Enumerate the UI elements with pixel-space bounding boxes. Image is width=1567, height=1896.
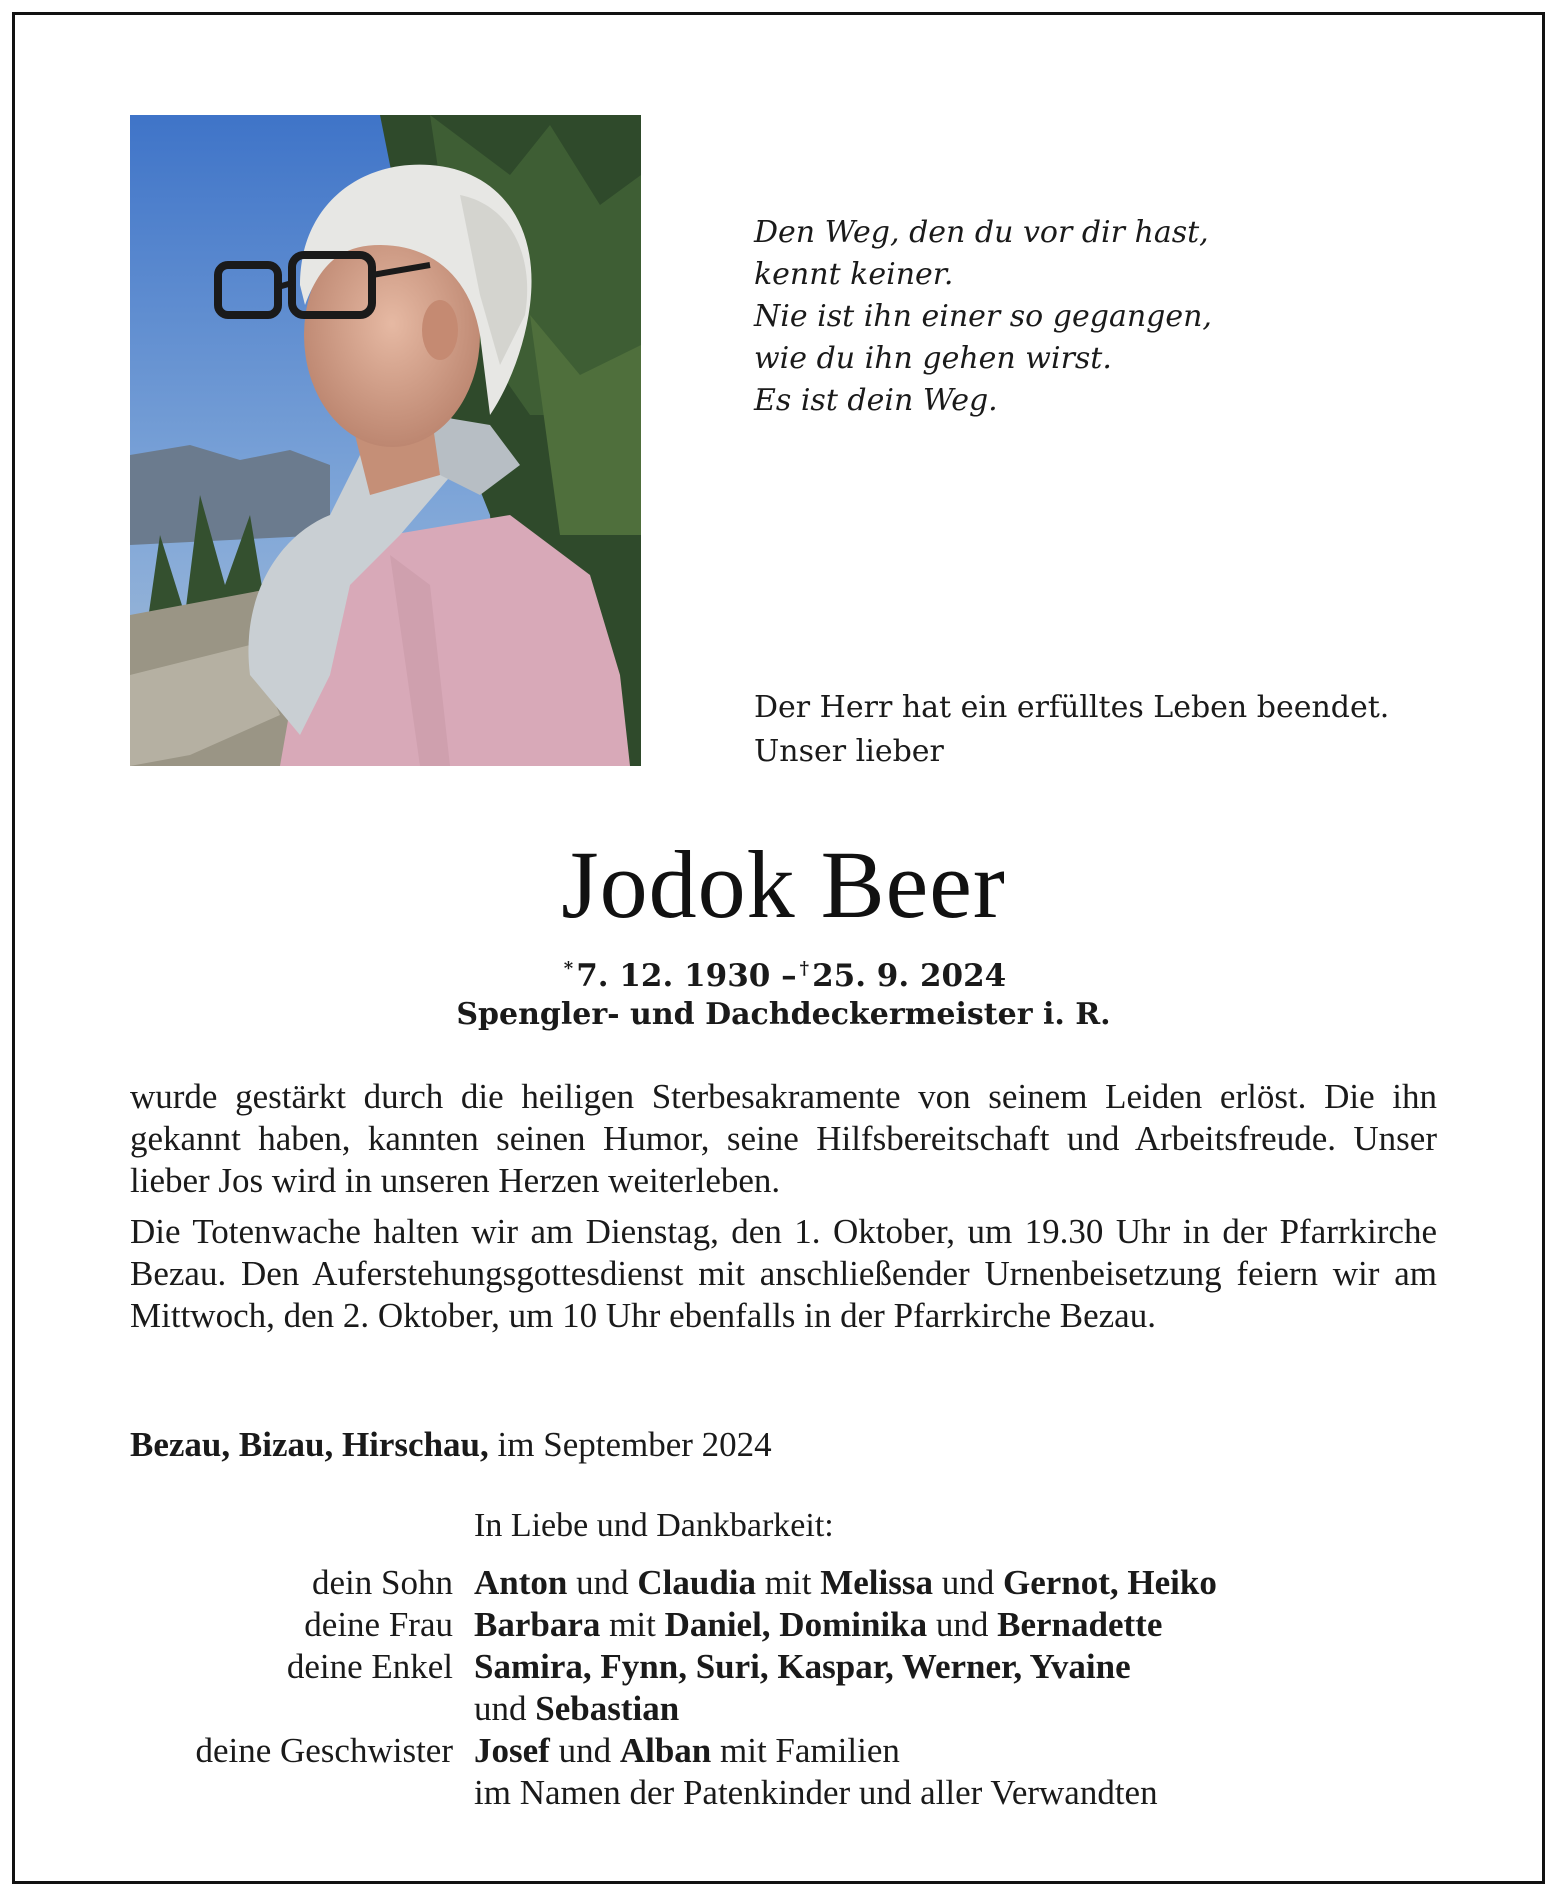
family-names (474, 1646, 1131, 1688)
family-relation: deine Geschwister (195, 1731, 453, 1770)
family-connector-text: und (474, 1689, 536, 1728)
family-connector-text: im Namen der Patenkinder und aller Verwandten (474, 1773, 1158, 1812)
family-names (474, 1604, 1162, 1646)
paragraph-funeral-details: Die Totenwache halten wir am Dienstag, den 1. Oktober, um 19.30 Uhr in der Pfarrkirche Bezau. Den Auferstehungsgottesdienst mit anschließender Urnenbeisetzung feiern wir am Mittwoch, den 2. Oktober, um 10 Uhr ebenfalls in der Pfarrkirche Bezau. (130, 1212, 1437, 1335)
poem-line: Nie ist ihn einer so gegangen, (754, 299, 1212, 334)
family-connector-text: mit (756, 1563, 821, 1602)
family-row (0, 1772, 1567, 1814)
poem-line: kennt keiner. (754, 257, 954, 292)
family-names (474, 1562, 1217, 1604)
poem-line: wie du ihn gehen wirst. (754, 341, 1112, 376)
family-connector-text: mit Familien (711, 1731, 900, 1770)
family-row (0, 1730, 1567, 1772)
death-symbol: † (799, 958, 810, 979)
family-relation: deine Enkel (286, 1647, 453, 1686)
family-member-name: Sebastian (535, 1689, 680, 1728)
profession: Spengler- und Dachdeckermeister i. R. (456, 997, 1111, 1032)
family-relation: deine Frau (304, 1605, 453, 1644)
family-connector-text: und (932, 1563, 1003, 1602)
poem-line: Den Weg, den du vor dir hast, (754, 215, 1209, 250)
family-connector-text: und (549, 1731, 620, 1770)
life-dates (0, 948, 1567, 997)
portrait-photo (130, 115, 641, 766)
paragraph-passing: wurde gestärkt durch die heiligen Sterbesakramente von seinem Leiden erlöst. Die ihn gekannt haben, kannten seinen Humor, seine Hilfsbereitschaft und Arbeitsfreude. Unser lieber Jos wird in unseren Herzen weiterleben. (130, 1077, 1437, 1200)
family-member-name: Barbara (474, 1605, 601, 1644)
family-connector-text: und (927, 1605, 998, 1644)
family-connector-text: mit (600, 1605, 665, 1644)
deceased-name: Jodok Beer (561, 831, 1006, 938)
thanks-line: In Liebe und Dankbarkeit: (474, 1507, 834, 1544)
intro-text (754, 686, 1389, 774)
portrait-image (130, 115, 641, 766)
poem-line: Es ist dein Weg. (754, 383, 998, 418)
family-names (474, 1772, 1158, 1814)
intro-line: Unser lieber (754, 734, 944, 769)
family-member-name: Samira, Fynn, Suri, Kaspar, Werner, Yvaine (474, 1647, 1131, 1686)
birth-date: 7. 12. 1930 – (576, 958, 797, 994)
family-member-name: Josef (474, 1731, 550, 1770)
family-member-name: Daniel, Dominika (664, 1605, 928, 1644)
family-list (0, 1562, 1567, 1814)
family-row (0, 1562, 1567, 1604)
birth-symbol: * (563, 958, 574, 979)
family-member-name: Anton (474, 1563, 568, 1602)
intro-line: Der Herr hat ein erfülltes Leben beendet. (754, 690, 1390, 725)
family-member-name: Claudia (637, 1563, 757, 1602)
family-member-name: Melissa (820, 1563, 933, 1602)
family-row (0, 1604, 1567, 1646)
family-relation: dein Sohn (312, 1563, 453, 1602)
family-member-name: Bernadette (997, 1605, 1163, 1644)
family-row (0, 1688, 1567, 1730)
family-names (474, 1730, 900, 1772)
place-date: im September 2024 (497, 1425, 772, 1464)
family-names (474, 1688, 679, 1730)
death-date: 25. 9. 2024 (812, 958, 1007, 994)
poem (754, 212, 1212, 422)
place-towns: Bezau, Bizau, Hirschau, (130, 1425, 489, 1464)
family-member-name: Alban (619, 1731, 712, 1770)
family-member-name: Gernot, Heiko (1002, 1563, 1217, 1602)
family-row (0, 1646, 1567, 1688)
family-connector-text: und (567, 1563, 638, 1602)
place-and-date (130, 1424, 772, 1466)
